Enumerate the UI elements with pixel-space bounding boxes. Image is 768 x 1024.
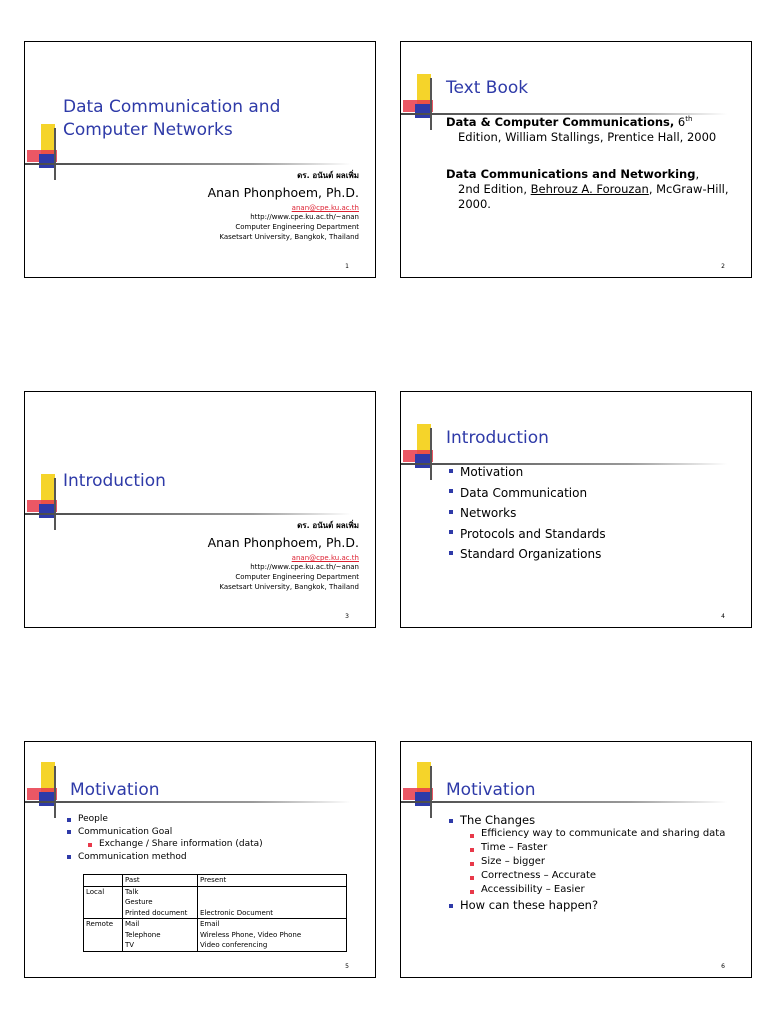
communication-table: Past Present Local Talk Gesture Printed document Electronic Document Remote Mail Email Telephone Wireless Phone, Video Phone TV Video conferencing [83,874,347,952]
list-item: Exchange / Share information (data) [88,838,263,851]
slide-title: Introduction [446,428,549,448]
bullet-list [449,813,739,913]
slide-6 [400,741,752,978]
book-1: Data & Computer Communications, 6th Edition, William Stallings, Prentice Hall, 2000 [446,114,717,144]
list-item: Correctness – Accurate [470,870,739,882]
slide-1 [24,41,376,278]
list-item: Motivation [449,462,606,483]
list-item: Protocols and Standards [449,524,606,545]
page-number: 3 [345,613,349,620]
slide-title: Motivation [70,780,160,800]
slide-5 [24,741,376,978]
list-item: How can these happen? [449,898,739,913]
page-number: 5 [345,963,349,970]
list-item: Communication method [67,851,263,864]
list-item: Standard Organizations [449,544,606,565]
list-item: Communication Goal Exchange / Share information (data) [67,826,263,851]
slide-title: Introduction [63,471,166,491]
slide-title: Motivation [446,780,536,800]
bullet-list [449,462,606,565]
list-item: Networks [449,503,606,524]
slide-title: Data Communication and Computer Networks [63,97,281,140]
list-item: Data Communication [449,483,606,504]
author-block: ดร. อนันต์ ผลเพิ่ม Anan Phonphoem, Ph.D. anan@cpe.ku.ac.th http://www.cpe.ku.ac.th/~anan Computer Engineering Department Kasetsart University, Bangkok, Thailand [207,171,359,241]
page-number: 1 [345,263,349,270]
email-link[interactable]: anan@cpe.ku.ac.th [291,204,359,212]
page-number: 2 [721,263,725,270]
slide-3 [24,391,376,628]
page-number: 6 [721,963,725,970]
list-item: Size – bigger [470,856,739,868]
author-block: ดร. อนันต์ ผลเพิ่ม Anan Phonphoem, Ph.D. anan@cpe.ku.ac.th http://www.cpe.ku.ac.th/~anan Computer Engineering Department Kasetsart University, Bangkok, Thailand [207,521,359,591]
list-item: The Changes Efficiency way to communicate and sharing data Time – Faster Size – bigger Correctness – Accurate Accessibility – Easier [449,813,739,896]
slide-4 [400,391,752,628]
slide-2 [400,41,752,278]
bullet-list [67,813,263,863]
email-link[interactable]: anan@cpe.ku.ac.th [291,554,359,562]
book-2: Data Communications and Networking, 2nd Edition, Behrouz A. Forouzan, McGraw-Hill, 2000. [446,167,729,211]
page-number: 4 [721,613,725,620]
slide-title: Text Book [446,78,529,98]
list-item: Accessibility – Easier [470,884,739,896]
list-item: Efficiency way to communicate and sharing data [470,828,739,840]
list-item: People [67,813,263,826]
list-item: Time – Faster [470,842,739,854]
